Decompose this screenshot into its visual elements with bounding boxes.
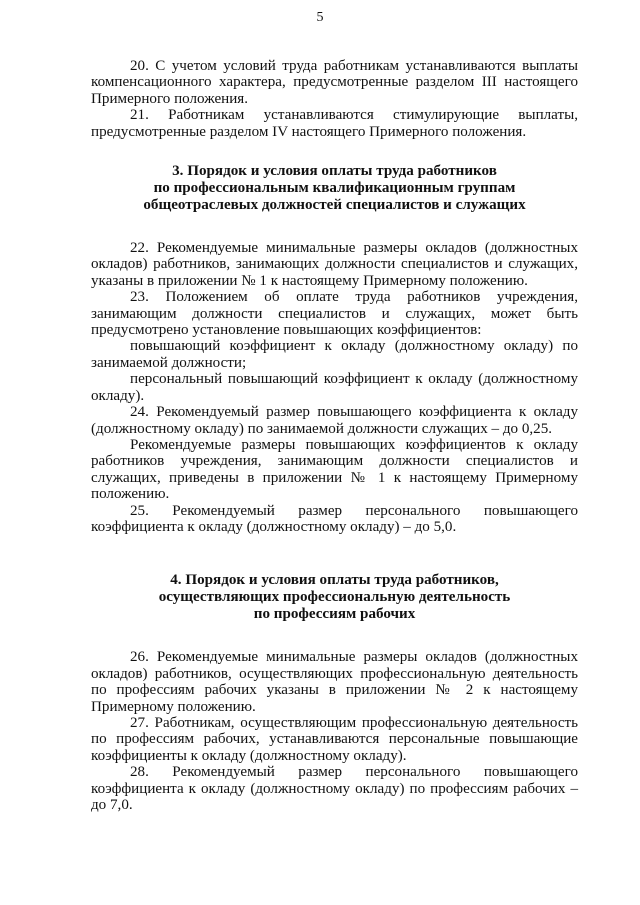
section-4-heading-line: осуществляющих профессиональную деятельность bbox=[158, 589, 511, 606]
paragraph-25: 25. Рекомендуемый размер персонального повышающего коэффициента к окладу (должностному окладу) – до 5,0. bbox=[91, 502, 578, 535]
paragraph-24: 24. Рекомендуемый размер повышающего коэффициента к окладу (должностному окладу) по занимаемой должности служащих – до 0,25. bbox=[91, 404, 578, 437]
paragraph-24-continued: Рекомендуемые размеры повышающих коэффициентов к окладу работников учреждения, занимающим должности специалистов и служащих, приведены в приложении № 1 к настоящему Примерному положению. bbox=[91, 436, 578, 503]
paragraph-23-item-2: персональный повышающий коэффициент к окладу (должностному окладу). bbox=[91, 371, 578, 404]
paragraph-23: 23. Положением об оплате труда работников учреждения, занимающим должности специалистов и служащих, может быть предусмотрено установление повышающих коэффициентов: bbox=[91, 289, 578, 339]
paragraph-27: 27. Работникам, осуществляющим профессиональную деятельность по профессиям рабочих, устанавливаются персональные повышающие коэффициенты к окладу (должностному окладу). bbox=[91, 714, 578, 764]
paragraph-21: 21. Работникам устанавливаются стимулирующие выплаты, предусмотренные разделом IV настоящего Примерного положения. bbox=[91, 107, 578, 140]
paragraph-22: 22. Рекомендуемые минимальные размеры окладов (должностных окладов) работников, занимающих должности специалистов и служащих, указаны в приложении № 1 к настоящему Примерному положению. bbox=[91, 240, 578, 289]
section-3-heading-line: по профессиональным квалификационным группам bbox=[153, 180, 516, 197]
section-3-heading bbox=[91, 163, 578, 214]
section-4-heading bbox=[91, 572, 578, 623]
paragraph-20: 20. С учетом условий труда работникам устанавливаются выплаты компенсационного характера, предусмотренные разделом III настоящего Примерного положения. bbox=[91, 58, 578, 107]
paragraph-26: 26. Рекомендуемые минимальные размеры окладов (должностных окладов) работников, осуществляющих профессиональную деятельность по профессиям рабочих указаны в приложении № 2 к настоящему Примерному положению. bbox=[91, 649, 578, 715]
section-3-heading-line: общеотраслевых должностей специалистов и служащих bbox=[143, 197, 526, 214]
page-number: 5 bbox=[316, 10, 324, 25]
section-3-heading-line: 3. Порядок и условия оплаты труда работников bbox=[172, 163, 497, 180]
paragraph-23-item-1: повышающий коэффициент к окладу (должностному окладу) по занимаемой должности; bbox=[91, 338, 578, 371]
section-4-heading-line: 4. Порядок и условия оплаты труда работников, bbox=[170, 572, 499, 589]
section-4-heading-line: по профессиям рабочих bbox=[253, 606, 416, 623]
paragraph-28: 28. Рекомендуемый размер персонального повышающего коэффициента к окладу (должностному окладу) по профессиям рабочих – до 7,0. bbox=[91, 764, 578, 813]
document-body bbox=[91, 58, 578, 813]
